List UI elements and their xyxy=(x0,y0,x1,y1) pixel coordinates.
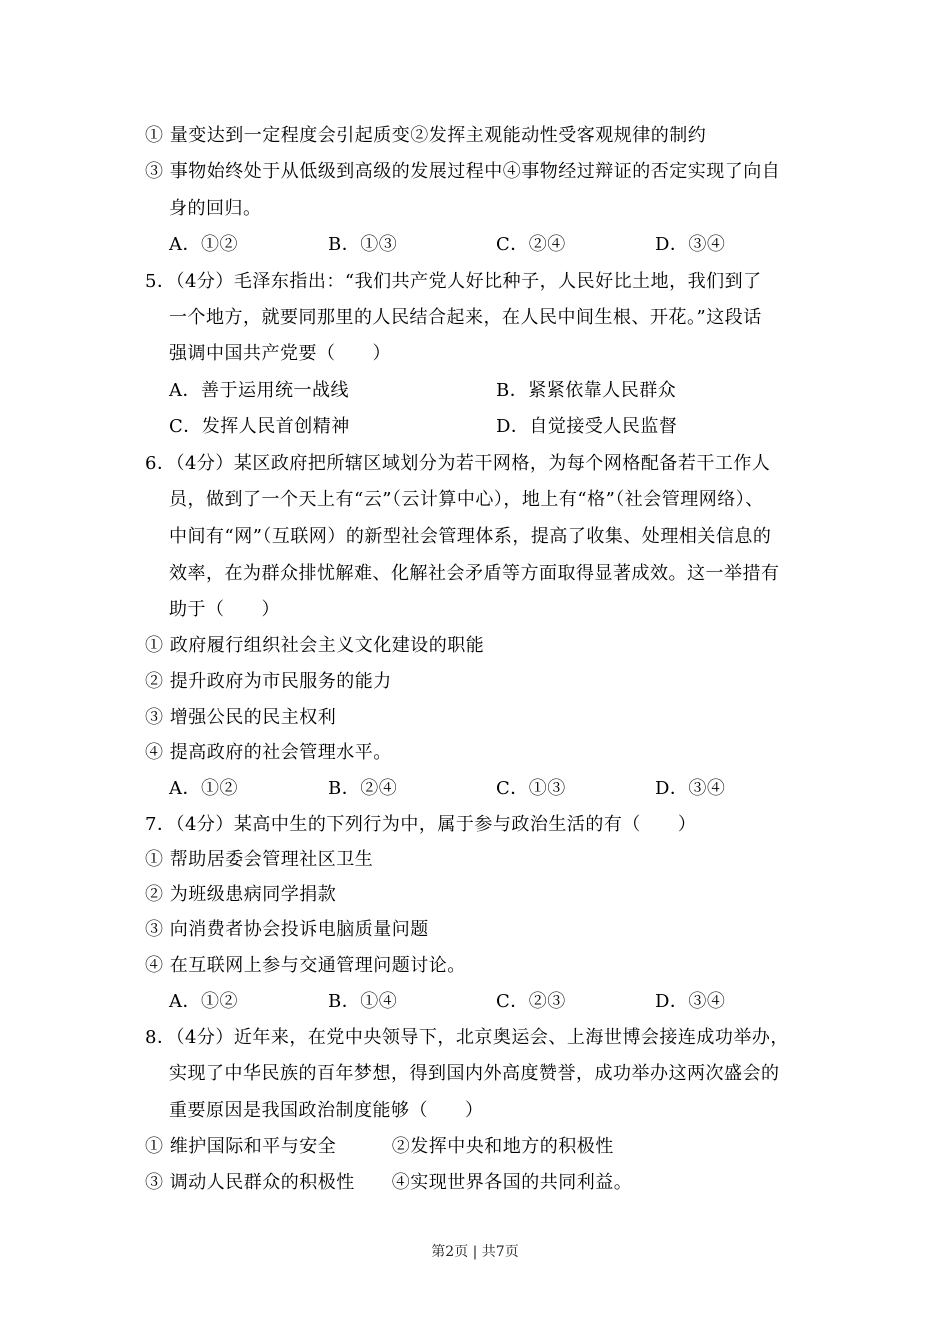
q7-option-d[interactable]: D．③④ xyxy=(655,991,726,1012)
q6-stem-line-2: 员，做到了一个天上有“云”（云计算中心），地上有“格”（社会管理网络）、 xyxy=(169,489,764,510)
q7-option-a[interactable]: A．①② xyxy=(169,991,238,1012)
q6-stem-line-3: 中间有“网”（互联网）的新型社会管理体系，提高了收集、处理相关信息的 xyxy=(169,526,772,547)
q4-option-c[interactable]: C．②④ xyxy=(496,234,566,255)
q6-option-c[interactable]: C．①③ xyxy=(496,778,566,799)
q6-stem-line-1: 6．（4分）某区政府把所辖区域划分为若干网格，为每个网格配备若干工作人 xyxy=(145,453,771,474)
q5-option-b[interactable]: B．紧紧依靠人民群众 xyxy=(496,380,677,401)
q5-stem-line-3: 强调中国共产党要（ ） xyxy=(169,343,391,364)
q6-statement-4: ④ 提高政府的社会管理水平。 xyxy=(145,742,392,763)
q7-statement-4: ④ 在互联网上参与交通管理问题讨论。 xyxy=(145,955,466,976)
q8-statement-1-2: ① 维护国际和平与安全 ②发挥中央和地方的积极性 xyxy=(145,1136,614,1157)
q5-option-a[interactable]: A．善于运用统一战线 xyxy=(169,380,349,401)
q6-statement-3: ③ 增强公民的民主权利 xyxy=(145,707,337,728)
q8-stem-line-2: 实现了中华民族的百年梦想，得到国内外高度赞誉，成功举办这两次盛会的 xyxy=(169,1063,780,1084)
q8-statement-3-4: ③ 调动人民群众的积极性 ④实现世界各国的共同利益。 xyxy=(145,1172,633,1193)
q6-option-b[interactable]: B．②④ xyxy=(328,778,398,799)
q6-stem-line-5: 助于（ ） xyxy=(169,599,280,620)
q4-statement-continuation: 身的回归。 xyxy=(169,198,262,219)
q6-option-a[interactable]: A．①② xyxy=(169,778,238,799)
q5-stem-line-1: 5．（4分）毛泽东指出：“我们共产党人好比种子，人民好比土地，我们到了 xyxy=(145,271,762,292)
q4-option-d[interactable]: D．③④ xyxy=(655,234,726,255)
q7-statement-2: ② 为班级患病同学捐款 xyxy=(145,884,337,905)
q6-statement-2: ② 提升政府为市民服务的能力 xyxy=(145,671,392,692)
q6-option-d[interactable]: D．③④ xyxy=(655,778,726,799)
q6-stem-line-4: 效率，在为群众排忧解难、化解社会矛盾等方面取得显著成效。这一举措有 xyxy=(169,563,780,584)
q4-option-b[interactable]: B．①③ xyxy=(328,234,398,255)
q4-statement-1-2: ① 量变达到一定程度会引起质变②发挥主观能动性受客观规律的制约 xyxy=(145,125,707,146)
q5-stem-line-2: 一个地方，就要同那里的人民结合起来，在人民中间生根、开花。”这段话 xyxy=(169,307,762,328)
q5-option-c[interactable]: C．发挥人民首创精神 xyxy=(169,416,350,437)
page-footer: 第2页 | 共7页 xyxy=(431,1244,519,1260)
q7-statement-3: ③ 向消费者协会投诉电脑质量问题 xyxy=(145,919,429,940)
q8-stem-line-3: 重要原因是我国政治制度能够（ ） xyxy=(169,1100,484,1121)
q7-option-b[interactable]: B．①④ xyxy=(328,991,398,1012)
q7-option-c[interactable]: C．②③ xyxy=(496,991,566,1012)
q8-stem-line-1: 8．（4分）近年来，在党中央领导下，北京奥运会、上海世博会接连成功举办， xyxy=(145,1027,789,1048)
q6-statement-1: ① 政府履行组织社会主义文化建设的职能 xyxy=(145,635,485,656)
q4-option-a[interactable]: A．①② xyxy=(169,234,238,255)
q7-stem-line-1: 7．（4分）某高中生的下列行为中，属于参与政治生活的有（ ） xyxy=(145,814,697,835)
q4-statement-3-4: ③ 事物始终处于从低级到高级的发展过程中④事物经过辩证的否定实现了向自 xyxy=(145,161,781,182)
q5-option-d[interactable]: D．自觉接受人民监督 xyxy=(496,416,678,437)
q7-statement-1: ① 帮助居委会管理社区卫生 xyxy=(145,849,374,870)
